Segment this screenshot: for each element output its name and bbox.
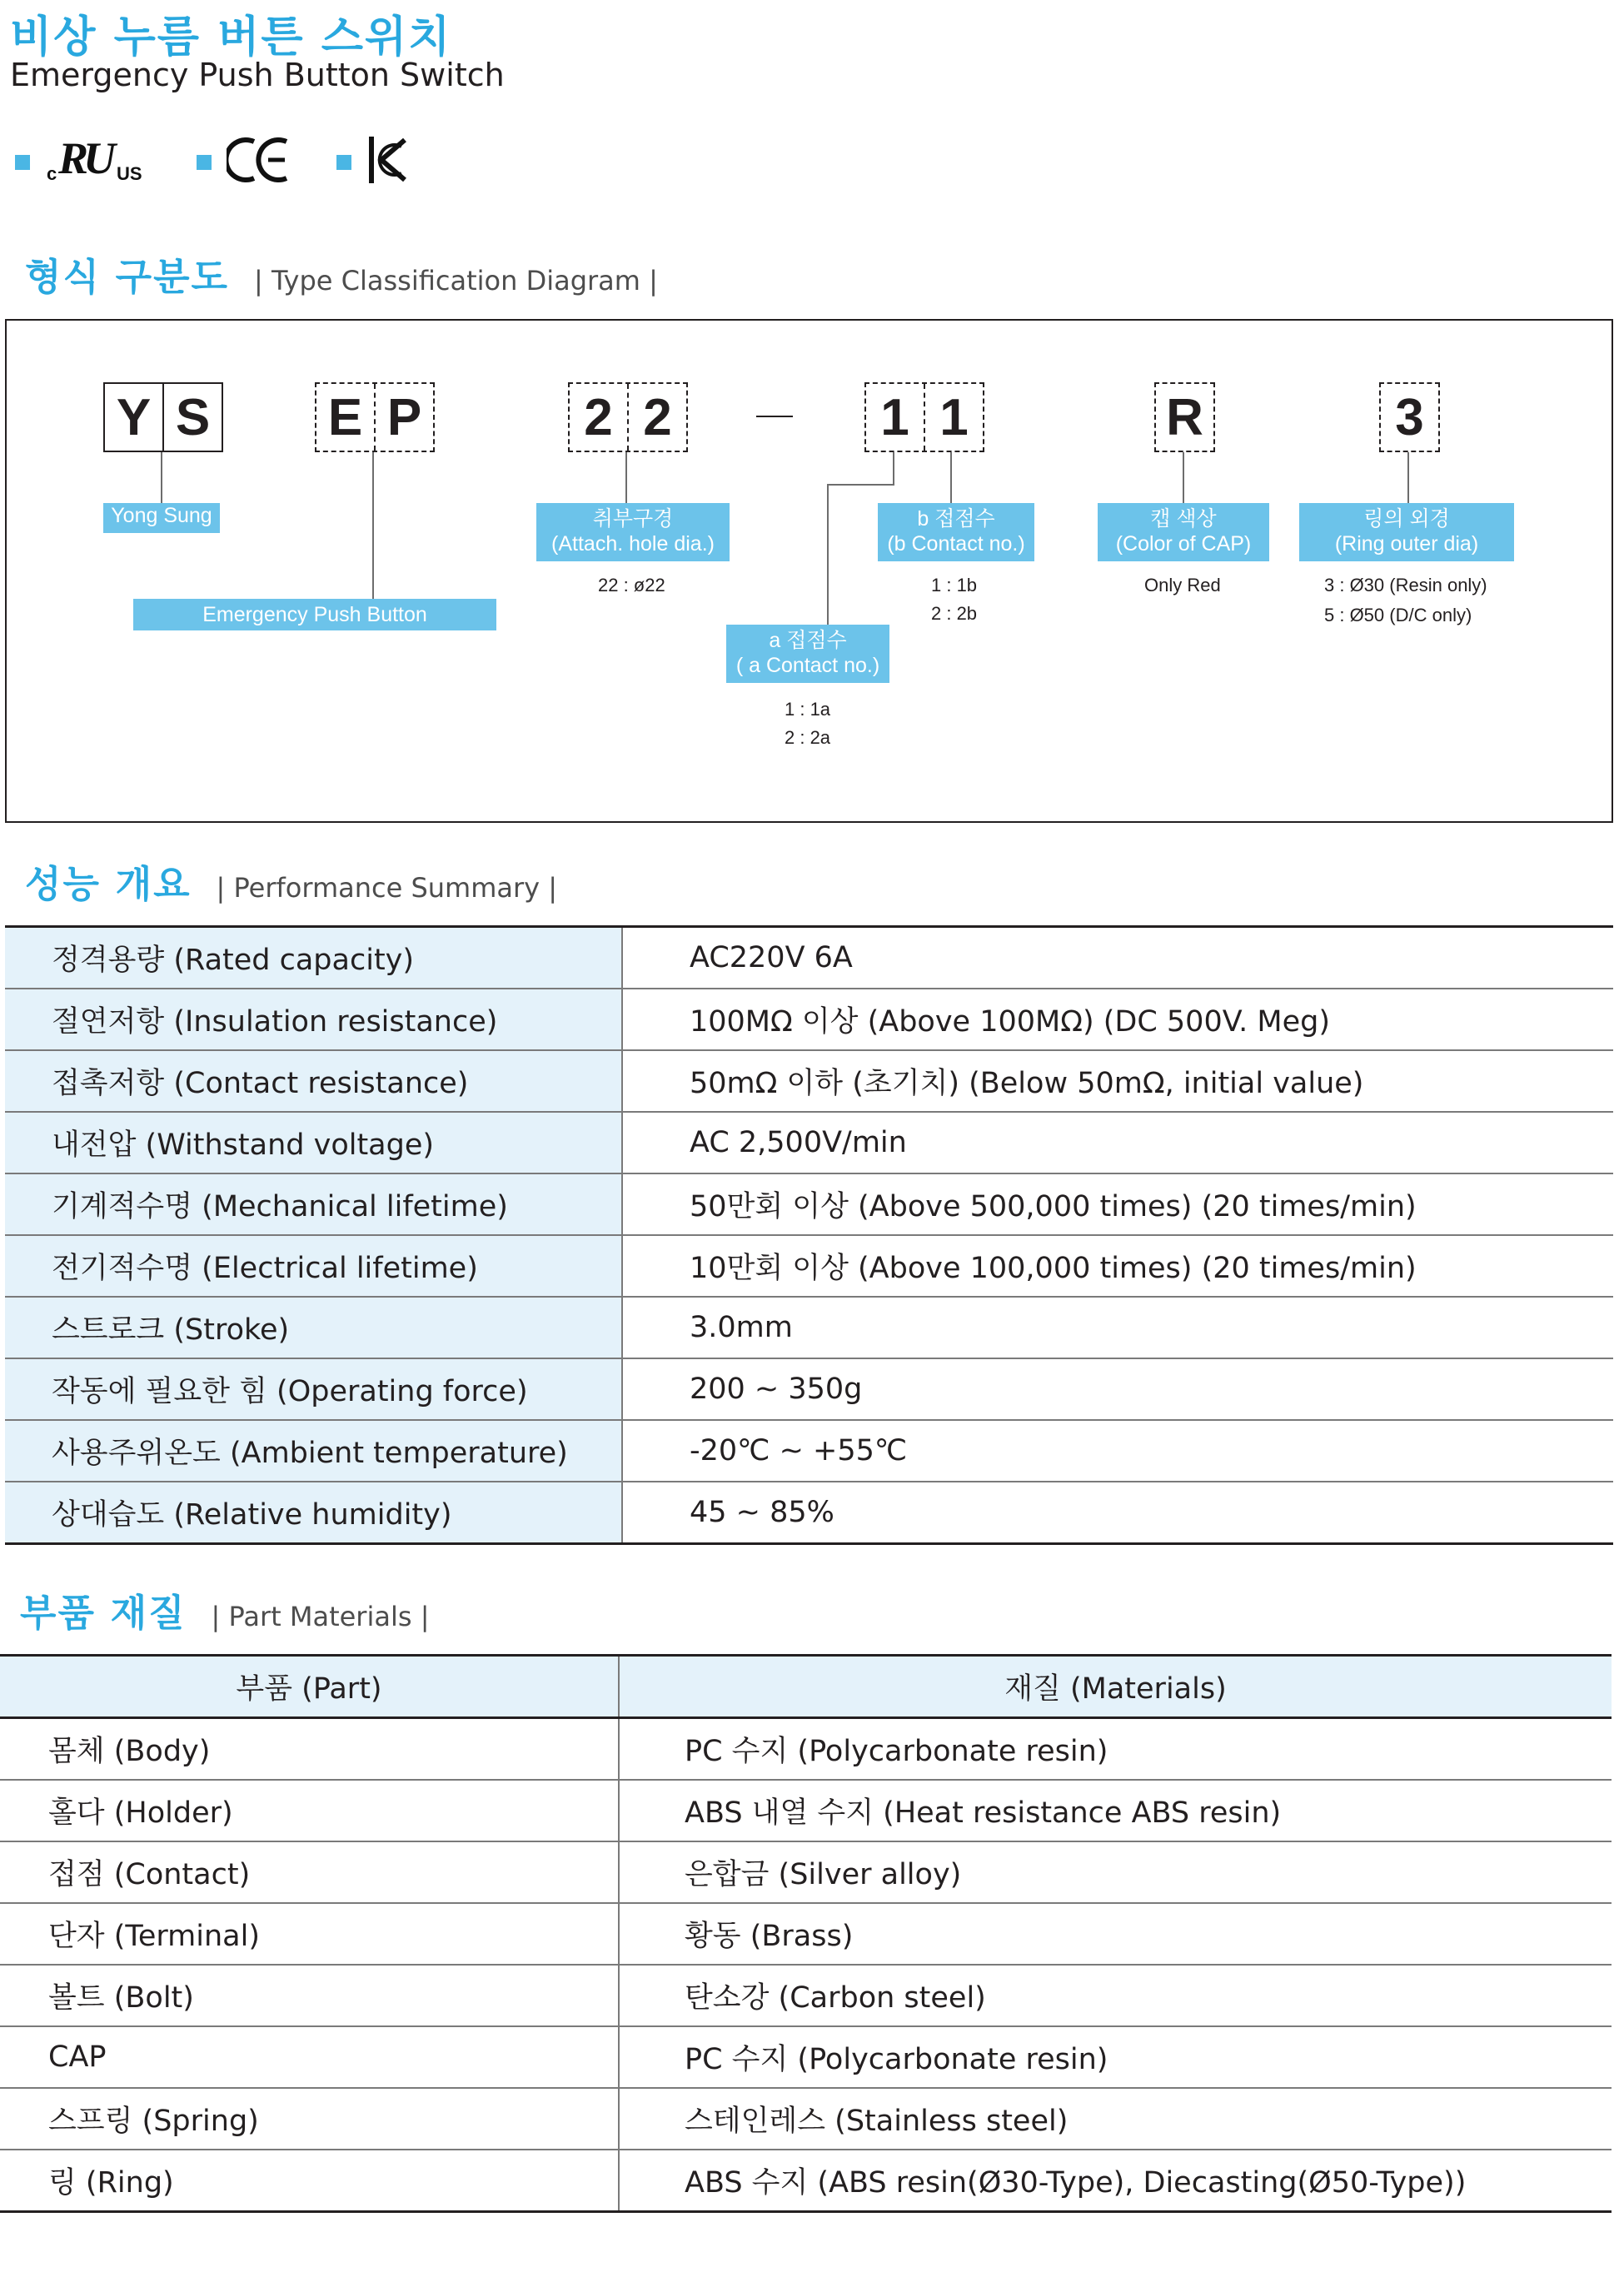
part-material: PC 수지 (Polycarbonate resin) (619, 2026, 1612, 2088)
ce-mark-icon (227, 135, 293, 189)
part-name: CAP (0, 2026, 619, 2088)
option-attach-1: 22 : ø22 (598, 575, 665, 595)
option-a-contact-2: 2 : 2a (785, 727, 831, 748)
table-row (0, 2150, 1612, 2212)
bullet-square (197, 155, 212, 170)
spec-value: 200 ~ 350g (622, 1358, 1613, 1420)
label-b-contact-ko: b 접점수 (917, 507, 995, 531)
table-row (5, 927, 1613, 989)
materials-title-en: | Part Materials | (211, 1601, 430, 1632)
performance-section-heading (25, 854, 557, 908)
page-title: 비상 누름 버튼 스위치 (10, 12, 452, 62)
spec-item: 기계적수명 (Mechanical lifetime) (5, 1173, 622, 1235)
label-cap-ko: 캡 색상 (1150, 507, 1217, 531)
materials-header-row (0, 1656, 1612, 1718)
spec-item: 절연저항 (Insulation resistance) (5, 989, 622, 1050)
header-part: 부품 (Part) (0, 1656, 619, 1718)
code-box-ep (315, 382, 435, 452)
table-row (5, 989, 1613, 1050)
connector-line (625, 452, 627, 505)
code-char: 2 (584, 388, 613, 446)
part-name: 몸체 (Body) (0, 1718, 619, 1781)
spec-value: AC220V 6A (622, 927, 1613, 989)
table-row (0, 1841, 1612, 1903)
part-material: ABS 내열 수지 (Heat resistance ABS resin) (619, 1780, 1612, 1841)
code-char: S (162, 384, 222, 451)
option-a-contact-1: 1 : 1a (785, 699, 831, 720)
spec-item: 접촉저항 (Contact resistance) (5, 1050, 622, 1112)
svg-text:US: US (117, 163, 142, 184)
materials-section-heading (20, 1582, 429, 1637)
label-ring-en: (Ring outer dia) (1334, 532, 1479, 556)
table-row (0, 2088, 1612, 2150)
bullet-square (15, 155, 30, 170)
connector-line (893, 452, 894, 486)
spec-value: AC 2,500V/min (622, 1112, 1613, 1173)
label-a-contact (726, 625, 889, 683)
part-material: 탄소강 (Carbon steel) (619, 1965, 1612, 2026)
part-name: 스프링 (Spring) (0, 2088, 619, 2150)
table-row (5, 1420, 1613, 1482)
table-row (5, 1173, 1613, 1235)
performance-table-body (5, 927, 1613, 1544)
part-material: 황동 (Brass) (619, 1903, 1612, 1965)
label-ring-dia (1299, 503, 1514, 561)
label-attach-en: (Attach. hole dia.) (551, 532, 715, 556)
spec-value: 100MΩ 이상 (Above 100MΩ) (DC 500V. Meg) (622, 989, 1613, 1050)
code-char: 1 (924, 384, 983, 451)
spec-value: 50만회 이상 (Above 500,000 times) (20 times/min) (622, 1173, 1613, 1235)
svg-text:U: U (83, 133, 116, 183)
table-row (0, 1903, 1612, 1965)
option-cap-1: Only Red (1144, 575, 1221, 595)
label-attach-hole (536, 503, 730, 561)
part-material: PC 수지 (Polycarbonate resin) (619, 1718, 1612, 1781)
performance-table (5, 925, 1613, 1545)
spec-item: 내전압 (Withstand voltage) (5, 1112, 622, 1173)
table-row (5, 1358, 1613, 1420)
code-char: R (1166, 388, 1203, 446)
spec-item: 전기적수명 (Electrical lifetime) (5, 1235, 622, 1297)
header-material: 재질 (Materials) (619, 1656, 1612, 1718)
part-name: 홀다 (Holder) (0, 1780, 619, 1841)
label-b-contact-en: (b Contact no.) (887, 532, 1025, 556)
table-row (5, 1482, 1613, 1544)
label-b-contact (878, 503, 1034, 561)
materials-table-body (0, 1718, 1612, 2212)
label-emergency: Emergency Push Button (133, 599, 496, 630)
page-subtitle: Emergency Push Button Switch (10, 57, 505, 93)
connector-line (372, 452, 374, 600)
materials-title-ko: 부품 재질 (20, 1591, 187, 1635)
type-section-title-ko: 형식 구분도 (25, 255, 230, 299)
table-row (5, 1235, 1613, 1297)
part-material: ABS 수지 (ABS resin(Ø30-Type), Diecasting(Ø50-Type)) (619, 2150, 1612, 2212)
option-ring-2: 5 : Ø50 (D/C only) (1324, 605, 1472, 625)
spec-value: 10만회 이상 (Above 100,000 times) (20 times/min) (622, 1235, 1613, 1297)
label-a-contact-ko: a 접점수 (769, 629, 847, 652)
table-row (0, 1965, 1612, 2026)
connector-line (1407, 452, 1409, 505)
performance-title-en: | Performance Summary | (216, 872, 558, 904)
part-name: 단자 (Terminal) (0, 1903, 619, 1965)
connector-line (950, 452, 952, 505)
label-a-contact-en: ( a Contact no.) (735, 654, 880, 677)
kc-mark-icon (366, 133, 408, 191)
connector-line (161, 452, 162, 505)
table-row (5, 1112, 1613, 1173)
label-ring-ko: 링의 외경 (1363, 507, 1450, 531)
part-material: 스테인레스 (Stainless steel) (619, 2088, 1612, 2150)
spec-value: 3.0mm (622, 1297, 1613, 1358)
code-char: E (327, 388, 363, 446)
spec-value: -20℃ ~ +55℃ (622, 1420, 1613, 1482)
materials-table (0, 1654, 1612, 2213)
code-box-size (568, 382, 688, 452)
table-row (0, 2026, 1612, 2088)
code-char: 3 (1395, 388, 1424, 446)
code-box-cap (1154, 382, 1215, 452)
code-box-contact (864, 382, 984, 452)
ul-mark-icon (47, 133, 150, 189)
spec-item: 사용주위온도 (Ambient temperature) (5, 1420, 622, 1482)
performance-title-ko: 성능 개요 (25, 862, 192, 906)
code-box-ring (1379, 382, 1440, 452)
connector-line (827, 484, 894, 486)
code-char: 2 (627, 384, 686, 451)
svg-text:c: c (47, 163, 57, 184)
part-name: 볼트 (Bolt) (0, 1965, 619, 2026)
connector-line (827, 484, 829, 626)
spec-item: 정격용량 (Rated capacity) (5, 927, 622, 989)
bullet-square (336, 155, 351, 170)
type-section-title-en: | Type Classification Diagram | (254, 265, 658, 296)
option-b-contact-2: 2 : 2b (931, 603, 978, 624)
code-char: P (374, 384, 433, 451)
part-material: 은합금 (Silver alloy) (619, 1841, 1612, 1903)
spec-value: 50mΩ 이하 (초기치) (Below 50mΩ, initial value) (622, 1050, 1613, 1112)
option-ring-1: 3 : Ø30 (Resin only) (1324, 575, 1487, 595)
table-row (5, 1297, 1613, 1358)
code-separator-dash (756, 416, 793, 417)
spec-item: 상대습도 (Relative humidity) (5, 1482, 622, 1544)
table-row (5, 1050, 1613, 1112)
table-row (0, 1718, 1612, 1781)
spec-value: 45 ~ 85% (622, 1482, 1613, 1544)
part-name: 접점 (Contact) (0, 1841, 619, 1903)
spec-item: 스트로크 (Stroke) (5, 1297, 622, 1358)
option-b-contact-1: 1 : 1b (931, 575, 978, 595)
table-row (0, 1780, 1612, 1841)
code-char: Y (116, 388, 152, 446)
svg-text:R: R (58, 133, 89, 183)
code-box-ys (103, 382, 223, 452)
part-name: 링 (Ring) (0, 2150, 619, 2212)
label-cap-color (1098, 503, 1269, 561)
connector-line (1183, 452, 1184, 505)
type-section-heading (25, 247, 658, 301)
label-yong-sung: Yong Sung (103, 503, 220, 533)
code-char: 1 (880, 388, 909, 446)
label-cap-en: (Color of CAP) (1115, 532, 1252, 556)
label-attach-ko: 취부구경 (592, 507, 674, 531)
spec-item: 작동에 필요한 힘 (Operating force) (5, 1358, 622, 1420)
